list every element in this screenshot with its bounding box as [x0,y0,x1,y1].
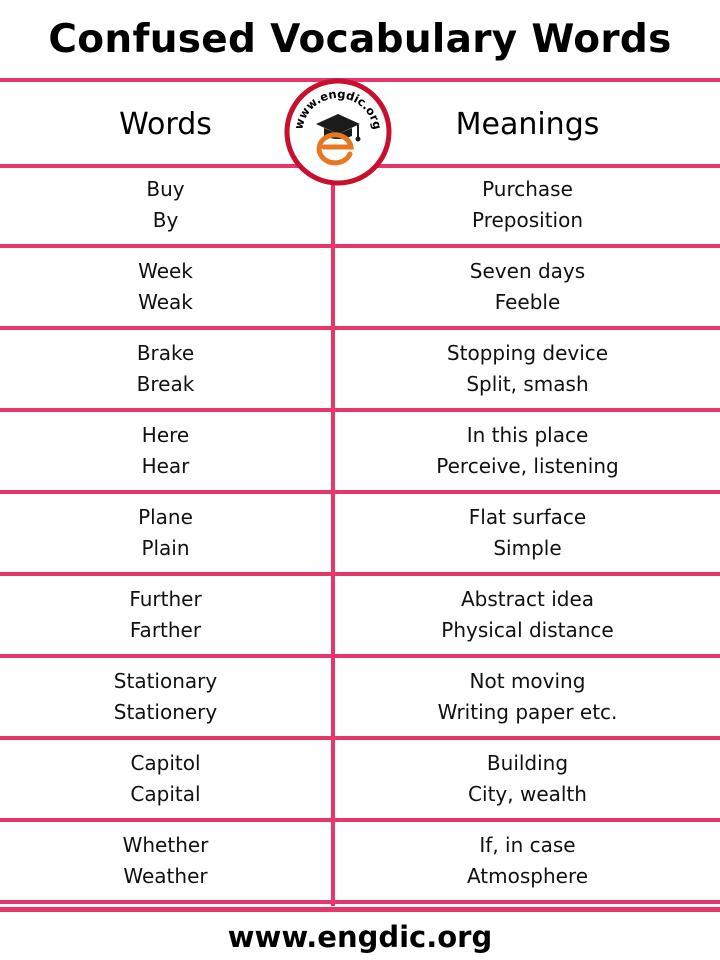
meaning-cell [335,576,720,654]
word: Here [141,423,190,447]
word: Stationery [113,700,218,724]
table-row [0,494,720,576]
word: Whether [122,833,209,857]
meaning: Flat surface [468,505,587,529]
word-cell [0,166,331,244]
word: Plain [141,536,190,560]
table-row [0,822,720,904]
meaning: In this place [466,423,589,447]
meaning-cell [335,822,720,900]
meaning: Perceive, listening [436,454,619,478]
word: Hear [141,454,190,478]
footer-url: www.engdic.org [227,920,493,954]
logo-icon [284,78,392,186]
word: Plane [138,505,193,529]
table-row [0,330,720,412]
word: Weak [138,290,193,314]
word: By [152,208,179,232]
meaning: Atmosphere [466,864,589,888]
meaning: City, wealth [468,782,587,806]
meaning: Split, smash [466,372,589,396]
meaning-cell [335,740,720,818]
vocabulary-table [0,166,720,904]
engdic-logo [284,78,392,186]
table-row [0,412,720,494]
meaning: Seven days [469,259,586,283]
meaning: Preposition [471,208,583,232]
divider [0,907,720,912]
column-divider [331,166,335,906]
column-header-meanings: Meanings [455,106,600,142]
logo-text: www.engdic.org [291,86,385,131]
meaning: If, in case [479,833,576,857]
word: Capital [130,782,201,806]
meaning: Physical distance [441,618,614,642]
meaning: Feeble [494,290,561,314]
meaning-cell [335,248,720,326]
word-cell [0,412,331,490]
meaning: Abstract idea [460,587,595,611]
meaning: Not moving [469,669,586,693]
word-cell [0,822,331,900]
meaning-cell [335,658,720,736]
word-cell [0,330,331,408]
word-cell [0,576,331,654]
meaning: Purchase [482,177,573,201]
word-cell [0,494,331,572]
meaning-cell [335,494,720,572]
word: Further [129,587,202,611]
word-cell [0,658,331,736]
column-header-words: Words [119,106,212,142]
table-row [0,576,720,658]
table-row [0,658,720,740]
meaning-cell [335,166,720,244]
word: Capitol [130,751,201,775]
meaning: Stopping device [446,341,609,365]
meaning: Simple [493,536,562,560]
word-cell [0,248,331,326]
meaning-cell [335,412,720,490]
page-title: Confused Vocabulary Words [48,16,672,62]
table-row [0,740,720,822]
word: Stationary [113,669,218,693]
word: Break [136,372,195,396]
meaning: Writing paper etc. [437,700,618,724]
word: Buy [146,177,185,201]
word: Week [138,259,193,283]
table-row [0,248,720,330]
word: Brake [136,341,195,365]
meaning: Building [486,751,569,775]
word: Farther [129,618,202,642]
word: Weather [123,864,208,888]
word-cell [0,740,331,818]
meaning-cell [335,330,720,408]
